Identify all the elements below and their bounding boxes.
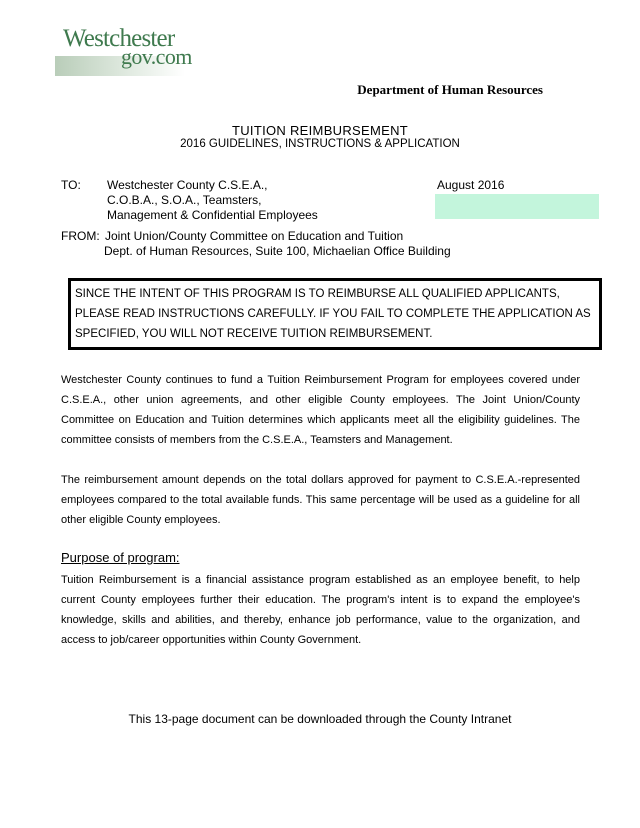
logo-text-gov: gov.com <box>121 44 192 69</box>
document-title: TUITION REIMBURSEMENT <box>231 123 409 138</box>
intro-paragraph: Westchester County continues to fund a Tuition Reimbursement Program for employees covered under C.S.E.A., other union agreements, and other eligible County employees. The Joint Union/County Committee on Education and Tuition determines which applicants meet all the eligibility guidelines. The committee consists of members from the C.S.E.A., Teamsters and Management. <box>61 374 580 446</box>
from-label: FROM: <box>61 229 100 243</box>
to-recipients <box>107 178 318 223</box>
to-line: C.O.B.A., S.O.A., Teamsters, <box>107 193 262 207</box>
to-line: Management & Confidential Employees <box>107 208 318 222</box>
memo-date: August 2016 <box>437 178 505 192</box>
department-name: Department of Human Resources <box>357 82 543 97</box>
to-label: TO: <box>61 178 81 192</box>
logo-text-westchester: Westchester <box>63 25 175 52</box>
highlight-box <box>435 194 599 219</box>
from-senders <box>104 229 451 259</box>
purpose-heading: Purpose of program: <box>61 550 180 565</box>
to-line: Westchester County C.S.E.A., <box>107 178 268 192</box>
from-line: Dept. of Human Resources, Suite 100, Michaelian Office Building <box>104 244 451 258</box>
important-notice-box: SINCE THE INTENT OF THIS PROGRAM IS TO REIMBURSE ALL QUALIFIED APPLICANTS, PLEASE READ INSTRUCTIONS CAREFULLY. IF YOU FAIL TO COMPLETE THE APPLICATION AS SPECIFIED, YOU WILL NOT RECEIVE TUITION REIMBURSEMENT. <box>68 278 602 350</box>
purpose-paragraph: Tuition Reimbursement is a financial assistance program established as an employee benefit, to help current County employees further their education. The program's intent is to expand the employee's knowledge, skills and abilities, and thereby, enhance job performance, value to the organization, and access to job/career opportunities within County Government. <box>61 574 580 646</box>
reimbursement-paragraph: The reimbursement amount depends on the total dollars approved for payment to C.S.E.A.-represented employees compared to the total available funds. This same percentage will be used as a guideline for all other eligible County employees. <box>61 474 580 526</box>
document-subtitle: 2016 GUIDELINES, INSTRUCTIONS & APPLICATION <box>180 138 460 150</box>
from-line: Joint Union/County Committee on Education and Tuition <box>105 229 404 243</box>
westchester-logo <box>55 20 215 76</box>
footer-note: This 13-page document can be downloaded through the County Intranet <box>128 712 512 726</box>
